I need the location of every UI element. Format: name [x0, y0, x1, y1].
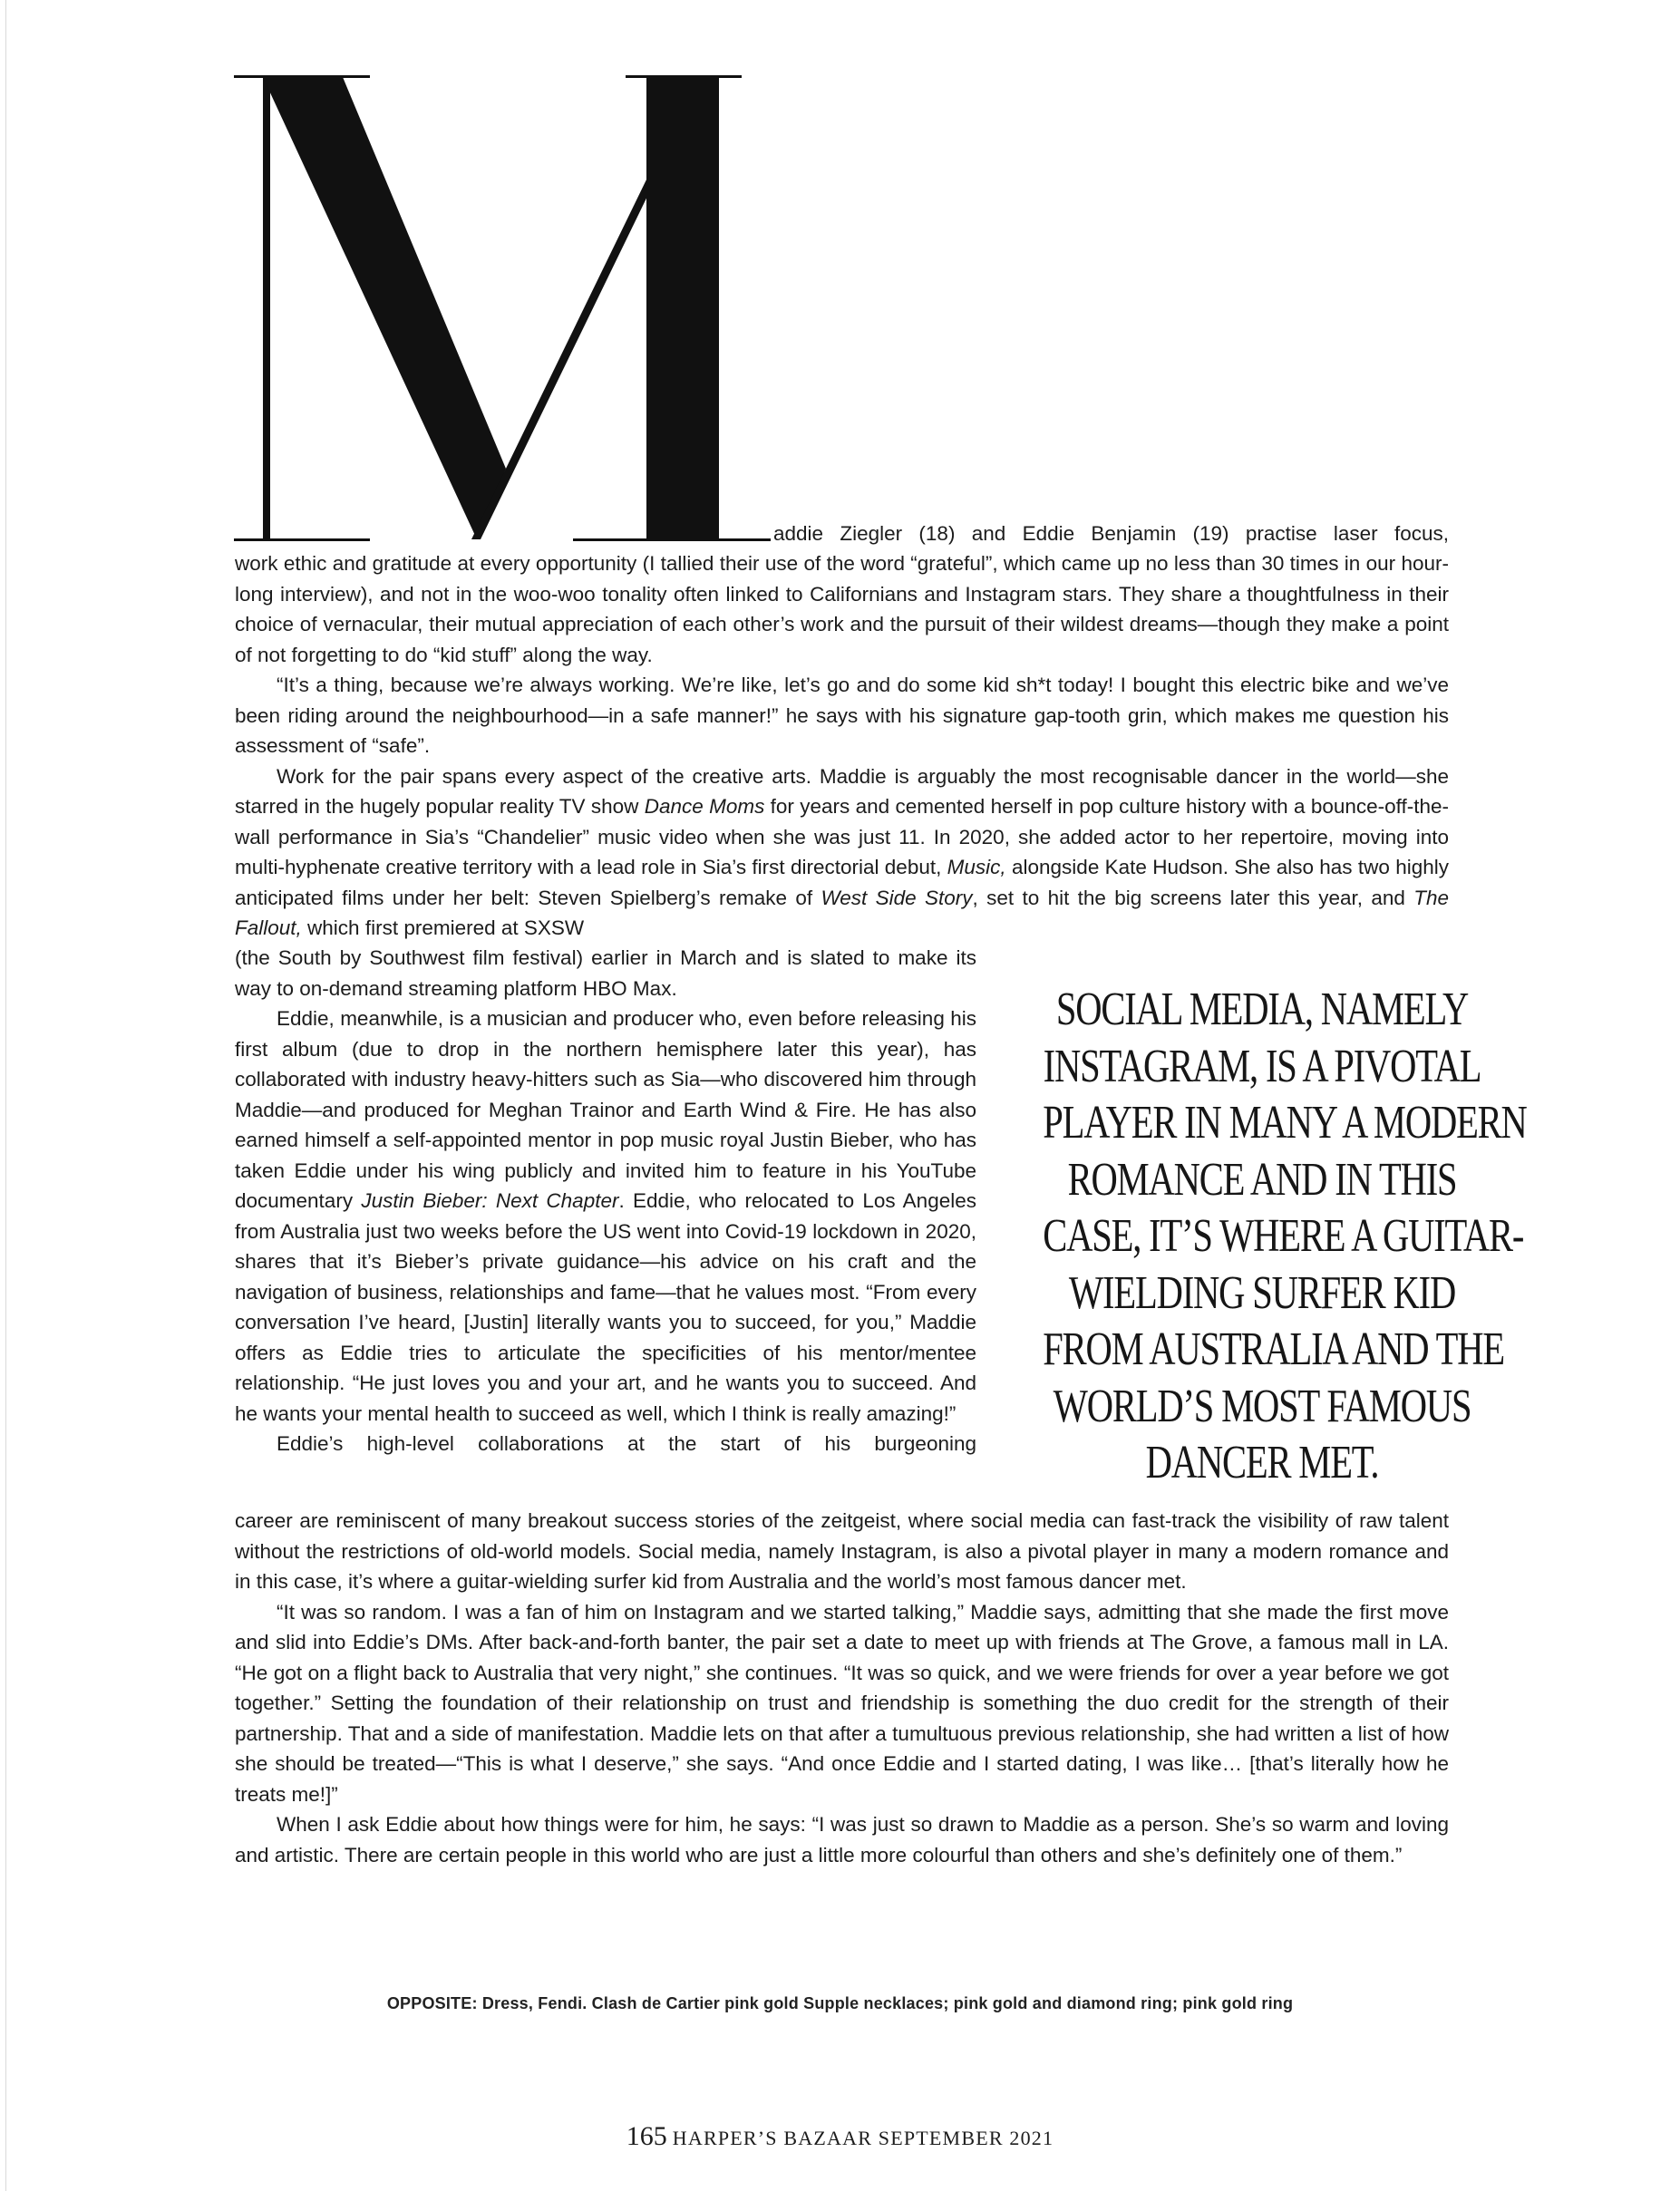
article-first-line: addie Ziegler (18) and Eddie Benjamin (19) practise laser focus, [773, 522, 1449, 545]
paragraph-5-start: Eddie’s high-level collaborations at the start of his burgeoning [277, 1432, 976, 1455]
paragraph-3-continued: (the South by Southwest film festival) earlier in March and is slated to make its way to on-demand streaming platform HBO Max. [235, 946, 976, 1000]
paragraph-1: work ethic and gratitude at every opportunity (I tallied their use of the word “grateful”, which came up no less than 30 times in our hour-long interview), and not in the woo-woo tonality often linked to Californians and Instagram stars. They share a thoughtfulness in their choice of vernacular, their mutual appreciation of each other’s work and the pursuit of their wildest dreams—though they make a point of not forgetting to do “kid stuff” along the way. [235, 552, 1449, 666]
article-body-bottom [235, 1506, 1449, 1870]
publication-name: HARPER’S BAZAAR SEPTEMBER 2021 [672, 2127, 1054, 2149]
paragraph-2: “It’s a thing, because we’re always working. We’re like, let’s go and do some kid sh*t today! I bought this electric bike and we’ve been riding around the neighbourhood—in a safe manner!” he says with his signature gap-tooth grin, which makes me question his assessment of “safe”. [235, 674, 1449, 757]
pull-quote [981, 982, 1543, 1492]
dropcap-serif-right [573, 538, 771, 541]
pull-quote-line: DANCER MET. [1145, 1437, 1379, 1488]
pull-quote-line: WORLD’S MOST FAMOUS [1053, 1380, 1471, 1432]
dropcap-serif-left [234, 538, 370, 541]
paragraph-5-continued: career are reminiscent of many breakout success stories of the zeitgeist, where social media can fast-track the visibility of raw talent without the restrictions of old-world models. Social media, namely Instagram, is also a pivotal player in many a modern romance and in this case, it’s where a guitar-wielding surfer kid from Australia and the world’s most famous dancer met. [235, 1509, 1449, 1593]
pull-quote-line: SOCIAL MEDIA, NAMELY [1055, 984, 1469, 1035]
pull-quote-line: ROMANCE AND IN THIS [1067, 1153, 1457, 1206]
page-edge-line [5, 0, 6, 2191]
photo-credit-caption: OPPOSITE: Dress, Fendi. Clash de Cartier pink gold Supple necklaces; pink gold and diamond ring; pink gold ring [386, 1994, 1294, 2012]
pull-quote-line: PLAYER IN MANY A MODERN [1043, 1097, 1527, 1149]
pull-quote-line: INSTAGRAM, IS A PIVOTAL [1043, 1040, 1481, 1092]
dropcap-letter [234, 50, 778, 557]
paragraph-6: “It was so random. I was a fan of him on Instagram and we started talking,” Maddie says, admitting that she made the first move and slid into Eddie’s DMs. After back-and-forth banter, the pair set a date to meet up with friends at The Grove, a famous mall in LA. “He got on a flight back to Australia that very night,” she continues. “It was so quick, and we were friends for over a year before we got together.” Setting the foundation of their relationship on trust and friendship is something the duo credit for the strength of their partnership. That and a side of manifestation. Maddie lets on that after a tumultuous previous relationship, she had written a list of how she should be treated—“This is what I deserve,” she says. “And once Eddie and I started dating, I was like… [that’s literally how he treats me!]” [235, 1600, 1449, 1806]
page-number: 165 [626, 2121, 667, 2151]
paragraph-3: Work for the pair spans every aspect of the creative arts. Maddie is arguably the most recognisable dancer in the world—she starred in the hugely popular reality TV show Dance Moms for years and cemented herself in pop culture history with a bounce-off-the-wall performance in Sia’s “Chandelier” music video when she was just 11. In 2020, she added actor to her repertoire, moving into multi-hyphenate creative territory with a lead role in Sia’s first directorial debut, Music, alongside Kate Hudson. She also has two highly anticipated films under her belt: Steven Spielberg’s remake of West Side Story, set to hit the big screens later this year, and The Fallout, which first premiered at SXSW [235, 764, 1449, 939]
paragraph-7: When I ask Eddie about how things were for him, he says: “I was just so drawn to Maddie as a person. She’s so warm and loving and artistic. There are certain people in this world who are just a little more colourful than others and she’s definitely one of them.” [235, 1813, 1449, 1866]
paragraph-4: Eddie, meanwhile, is a musician and producer who, even before releasing his first album (due to drop in the northern hemisphere later this year), has collaborated with industry heavy-hitters such as Sia—who discovered him through Maddie—and produced for Meghan Trainor and Earth Wind & Fire. He has also earned himself a self-appointed mentor in pop music royal Justin Bieber, who has taken Eddie under his wing publicly and invited him to feature in his YouTube documentary Justin Bieber: Next Chapter. Eddie, who relocated to Los Angeles from Australia just two weeks before the US went into Covid-19 lockdown in 2020, shares that it’s Bieber’s private guidance—his advice on his craft and the navigation of business, relationships and fame—that he values most. “From every conversation I’ve heard, [Justin] literally wants you to succeed, for you,” Maddie offers as Eddie tries to articulate the specificities of his mentor/mentee relationship. “He just loves you and your art, and he wants you to succeed. And he wants your mental health to succeed as well, which I think is really amazing!” [235, 1007, 976, 1425]
article-body-top [235, 548, 1449, 944]
page-folio [0, 2121, 1680, 2152]
pull-quote-line: FROM AUSTRALIA AND THE [1043, 1323, 1504, 1375]
pull-quote-line: CASE, IT’S WHERE A GUITAR- [1043, 1210, 1524, 1262]
article-body-column [235, 943, 976, 1459]
pull-quote-line: WIELDING SURFER KID [1068, 1266, 1456, 1319]
